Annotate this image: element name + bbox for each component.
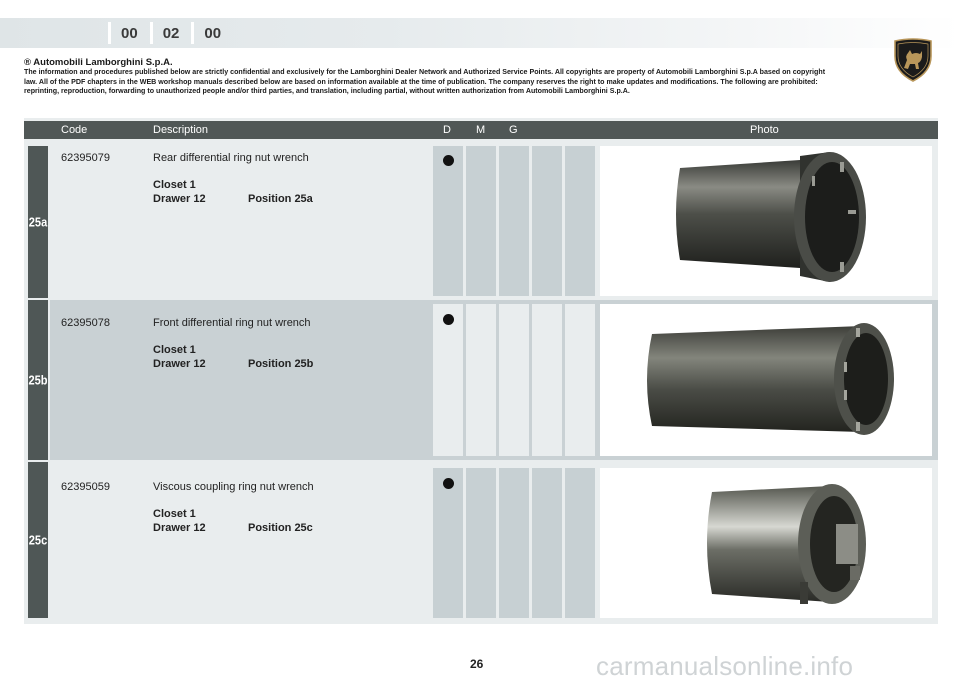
- chapter-number: 00: [108, 22, 144, 44]
- part-description: Front differential ring nut wrench: [153, 317, 311, 329]
- m-cell: [466, 468, 496, 618]
- g-cell: [499, 304, 529, 456]
- page-number: 26: [470, 657, 484, 671]
- front-ring-nut-wrench-photo: [600, 304, 932, 456]
- column-photo: Photo: [750, 124, 779, 136]
- part-code: 62395078: [61, 317, 110, 329]
- watermark: carmanualsonline.info: [596, 651, 854, 679]
- extra-cell: [532, 304, 562, 456]
- viscous-ring-nut-wrench-photo: [600, 468, 932, 618]
- row-tag: 25a: [28, 146, 48, 298]
- extra-cell: [565, 468, 595, 618]
- d-marker-icon: [443, 478, 454, 489]
- position-label: Position 25b: [248, 358, 314, 370]
- column-m: M: [476, 124, 486, 136]
- part-description: Viscous coupling ring nut wrench: [153, 481, 314, 493]
- extra-cell: [565, 304, 595, 456]
- copyright-text: The information and procedures published below are strictly confidential and exclusively for the Lamborghini Dealer Network and Authorized Service Points. All copyrights are property of Automobili Lamborghini S.p.A based on copyright law. All of the PDF chapters in the WEB workshop manuals described below are based on information available at the time of publication. The company reserves the right to make updates and modifications. The following are prohibited: reprinting, reproduction, forwarding to unauthorized people and/or third parties, and translation, including partial, without written authorization from Automobili Lamborghini S.p.A.: [24, 68, 826, 96]
- closet-label: Closet 1: [153, 179, 196, 191]
- copyright-notice: [24, 57, 830, 97]
- column-d: D: [443, 124, 451, 136]
- d-cell: [433, 304, 463, 456]
- row-tag: 25c: [28, 462, 48, 618]
- drawer-label: Drawer 12: [153, 193, 206, 205]
- column-description: Description: [153, 124, 209, 136]
- part-description: Rear differential ring nut wrench: [153, 152, 309, 164]
- subsection-number: 00: [191, 22, 227, 44]
- part-code: 62395079: [61, 152, 110, 164]
- drawer-label: Drawer 12: [153, 522, 206, 534]
- d-cell: [433, 468, 463, 618]
- copyright-heading: ® Automobili Lamborghini S.p.A.: [24, 57, 173, 68]
- table-header: [24, 121, 938, 139]
- d-marker-icon: [443, 155, 454, 166]
- m-cell: [466, 146, 496, 296]
- g-cell: [499, 146, 529, 296]
- row-tag: 25b: [28, 300, 48, 460]
- section-number: 02: [150, 22, 186, 44]
- m-cell: [466, 304, 496, 456]
- g-cell: [499, 468, 529, 618]
- chapter-tabs: [108, 22, 227, 44]
- drawer-label: Drawer 12: [153, 358, 206, 370]
- position-label: Position 25a: [248, 193, 313, 205]
- extra-cell: [532, 468, 562, 618]
- column-g: G: [509, 124, 518, 136]
- extra-cell: [532, 146, 562, 296]
- tools-table: [24, 118, 938, 624]
- d-cell: [433, 146, 463, 296]
- closet-label: Closet 1: [153, 508, 196, 520]
- part-code: 62395059: [61, 481, 110, 493]
- column-code: Code: [61, 124, 88, 136]
- position-label: Position 25c: [248, 522, 313, 534]
- d-marker-icon: [443, 314, 454, 325]
- closet-label: Closet 1: [153, 344, 196, 356]
- rear-ring-nut-wrench-photo: [600, 146, 932, 296]
- extra-cell: [565, 146, 595, 296]
- lamborghini-logo-icon: [893, 38, 933, 82]
